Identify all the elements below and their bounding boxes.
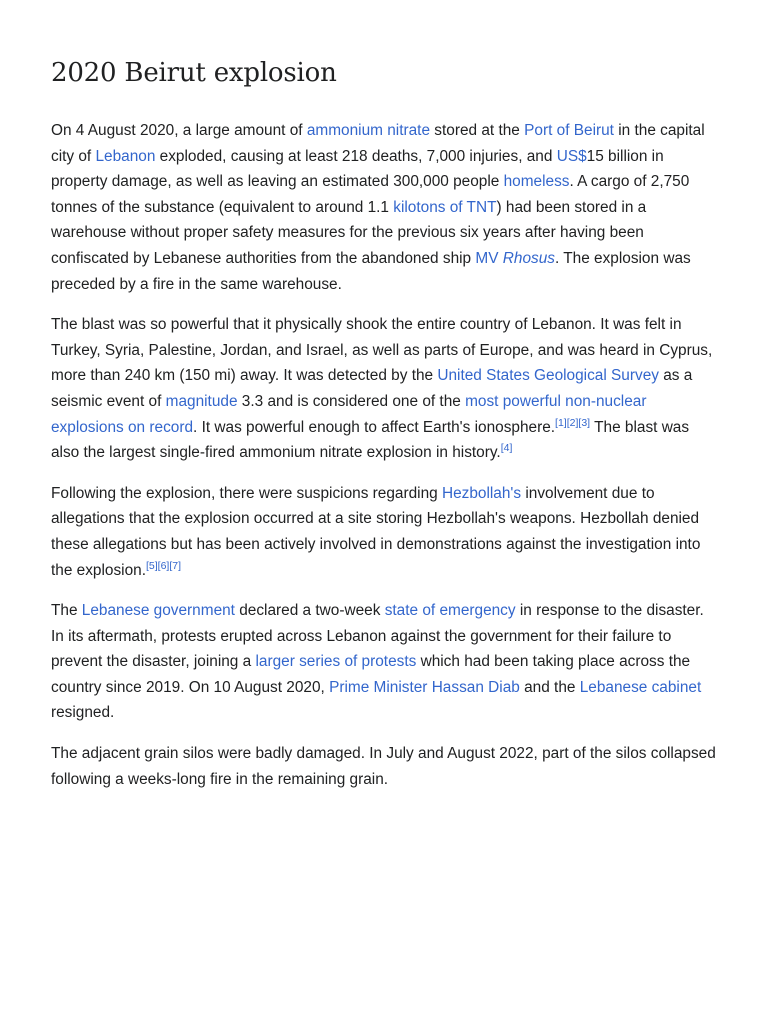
- reference-4[interactable]: [4]: [500, 442, 513, 454]
- link-us-dollar[interactable]: US$: [556, 147, 587, 165]
- link-homeless[interactable]: homeless: [503, 173, 570, 191]
- reference-3[interactable]: [3]: [578, 416, 591, 429]
- text: The blast was so powerful that it physically shook the entire country of Lebanon. It was felt in Turkey, Syria, Palestine, Jordan, and Israel, as well as parts of Europe, and was heard in Cyprus, more than 240 km (150 mi) away. It was detected by the: [51, 316, 713, 385]
- text: 15 billion in property damage, as well as leaving an estimated 300,000 people: [51, 147, 664, 191]
- text: declared a two-week: [234, 602, 385, 620]
- link-ammonium-nitrate[interactable]: ammonium nitrate: [306, 122, 431, 139]
- text: . A cargo of 2,750 tonnes of the substance (equivalent to around 1.1: [51, 173, 690, 216]
- text: ) had been stored in a warehouse without proper safety measures for the previous six years after having been confiscated by Lebanese authorities from the abandoned ship: [51, 198, 647, 267]
- text: in the capital city of: [51, 122, 705, 165]
- link-larger-series-of-protests[interactable]: larger series of protests: [255, 653, 417, 671]
- link-hezbollah[interactable]: Hezbollah's: [441, 484, 522, 502]
- reference-7[interactable]: [7]: [169, 559, 182, 572]
- link-lebanese-government[interactable]: Lebanese government: [81, 602, 235, 620]
- text: 3.3 and is considered one of the: [237, 392, 466, 410]
- reference-6[interactable]: [6]: [157, 559, 170, 572]
- link-port-of-beirut[interactable]: Port of Beirut: [524, 122, 614, 139]
- link-magnitude[interactable]: magnitude: [165, 392, 238, 410]
- text: . The explosion was preceded by a fire in the same warehouse.: [51, 249, 691, 293]
- text: Following the explosion, there were suspicions regarding: [51, 484, 442, 502]
- text: .: [550, 418, 556, 436]
- link-mv-rhosus[interactable]: [475, 250, 555, 267]
- link-mv-prefix: MV: [475, 249, 503, 267]
- text: . It was powerful enough to affect Earth's: [193, 418, 475, 436]
- text: The blast was also the largest single-fired ammonium nitrate explosion in history.: [51, 418, 690, 462]
- text: The: [51, 602, 82, 620]
- text: On 4 August 2020, a large amount of: [51, 122, 307, 139]
- paragraph-intro: [51, 118, 719, 297]
- link-rhosus-name: Rhosus: [502, 249, 555, 267]
- reference-1[interactable]: [1]: [555, 416, 567, 429]
- link-lebanon[interactable]: Lebanon: [95, 147, 156, 165]
- text: and the: [519, 678, 580, 696]
- link-ionosphere[interactable]: ionosphere: [474, 418, 551, 436]
- paragraph-silos: [51, 741, 719, 792]
- text: as a seismic event of: [51, 367, 693, 410]
- reference-2[interactable]: [2]: [566, 416, 579, 429]
- link-prime-minister[interactable]: Prime Minister Hassan Diab: [329, 678, 520, 696]
- link-kilotons-of-tnt[interactable]: kilotons of TNT: [393, 198, 497, 216]
- link-state-of-emergency[interactable]: state of emergency: [384, 602, 516, 620]
- reference-5[interactable]: [5]: [145, 559, 158, 572]
- text: resigned.: [51, 704, 115, 722]
- text: stored at the: [430, 122, 525, 139]
- link-lebanese-cabinet[interactable]: Lebanese cabinet: [579, 678, 702, 696]
- article: [51, 56, 719, 807]
- text: exploded, causing at least 218 deaths, 7,000 injuries, and: [155, 147, 557, 165]
- link-most-powerful-explosions[interactable]: most powerful non-nuclear explosions on record: [51, 392, 647, 436]
- page-title: 2020 Beirut explosion: [51, 58, 337, 88]
- link-usgs[interactable]: United States Geological Survey: [437, 367, 659, 385]
- paragraph-government: [51, 598, 719, 726]
- text: which had been taking place across the country since 2019. On 10 August 2020,: [51, 653, 691, 696]
- paragraph-hezbollah: [51, 481, 719, 583]
- text: The adjacent grain silos were badly damaged. In July and August 2022, part of the silos collapsed following a weeks-long fire in the remaining grain.: [51, 745, 716, 788]
- paragraph-blast: [51, 312, 719, 466]
- text: in response to the disaster. In its aftermath, protests erupted across Lebanon against the government for their failure to prevent the disaster, joining a: [51, 602, 704, 671]
- text: involvement due to allegations that the explosion occurred at a site storing Hezbollah's weapons. Hezbollah denied these allegations but has been actively involved in demonstrations against the investigation into the explosion.: [51, 484, 701, 579]
